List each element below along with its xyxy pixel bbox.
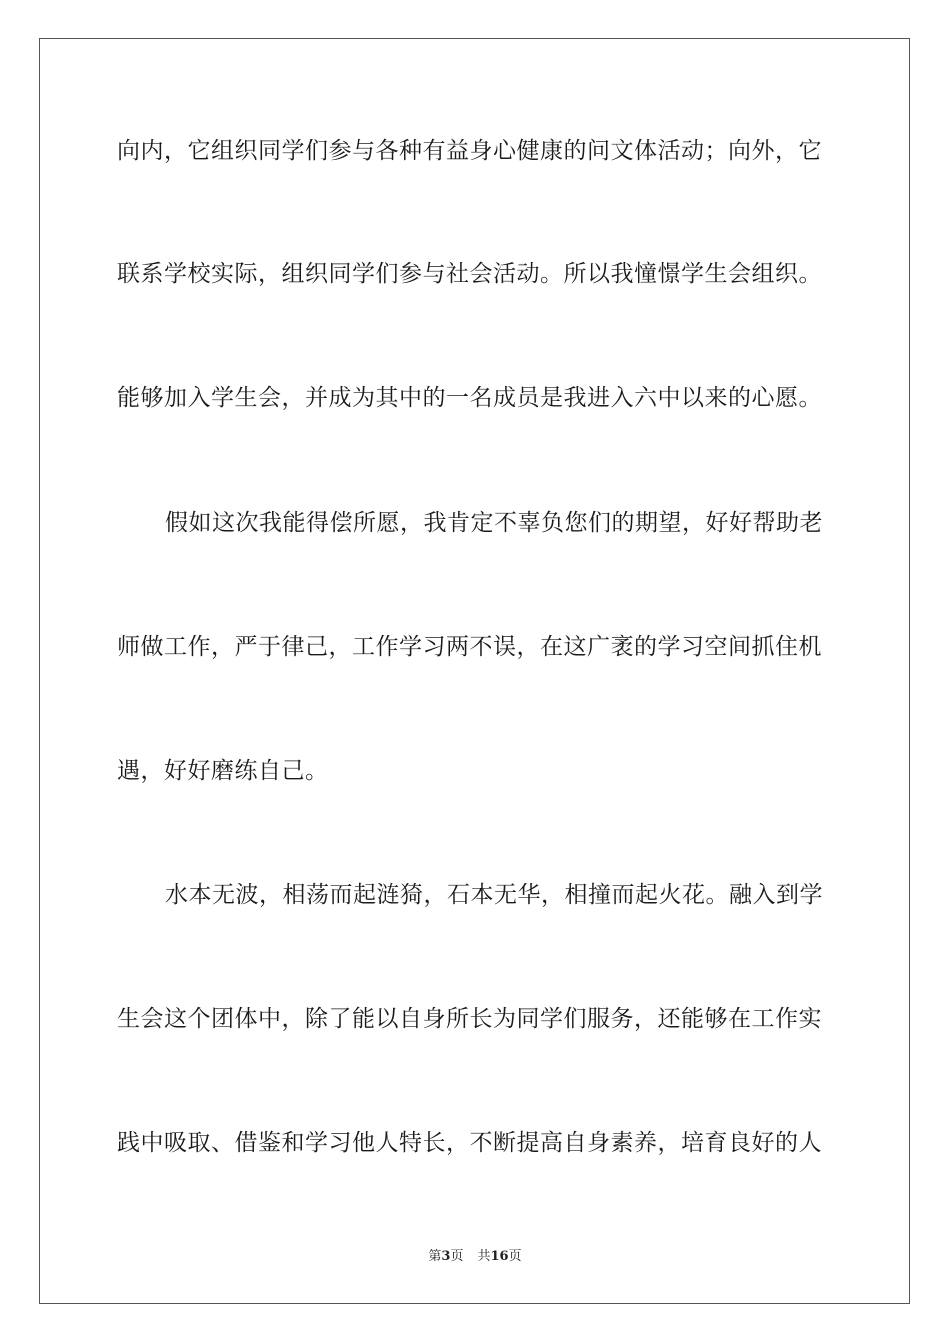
body-line-8: 生会这个团体中，除了能以自身所长为同学们服务，还能够在工作实 (117, 1006, 822, 1032)
total-suffix: 页 (508, 1249, 522, 1264)
total-prefix: 共 (477, 1249, 491, 1264)
page-number: 3 (441, 1249, 451, 1264)
body-line-2: 联系学校实际，组织同学们参与社会活动。所以我憧憬学生会组织。 (117, 261, 822, 287)
body-line-7: 水本无波，相荡而起涟猗，石本无华，相撞而起火花。融入到学 (165, 882, 823, 908)
body-line-9: 践中吸取、借鉴和学习他人特长，不断提高自身素养，培育良好的人 (117, 1130, 822, 1156)
total-pages: 16 (490, 1249, 509, 1264)
body-line-5: 师做工作，严于律己，工作学习两不误，在这广袤的学习空间抓住机 (117, 634, 822, 660)
page-footer (0, 1248, 950, 1266)
page-prefix: 第 (428, 1249, 442, 1264)
body-line-4: 假如这次我能得偿所愿，我肯定不辜负您们的期望，好好帮助老 (165, 510, 823, 536)
body-line-6: 遇，好好磨练自己。 (117, 758, 329, 784)
page-frame (39, 38, 910, 1304)
page-suffix: 页 (450, 1249, 464, 1264)
body-line-1: 向内，它组织同学们参与各种有益身心健康的问文体活动；向外，它 (117, 138, 822, 164)
body-line-3: 能够加入学生会，并成为其中的一名成员是我进入六中以来的心愿。 (117, 385, 822, 411)
